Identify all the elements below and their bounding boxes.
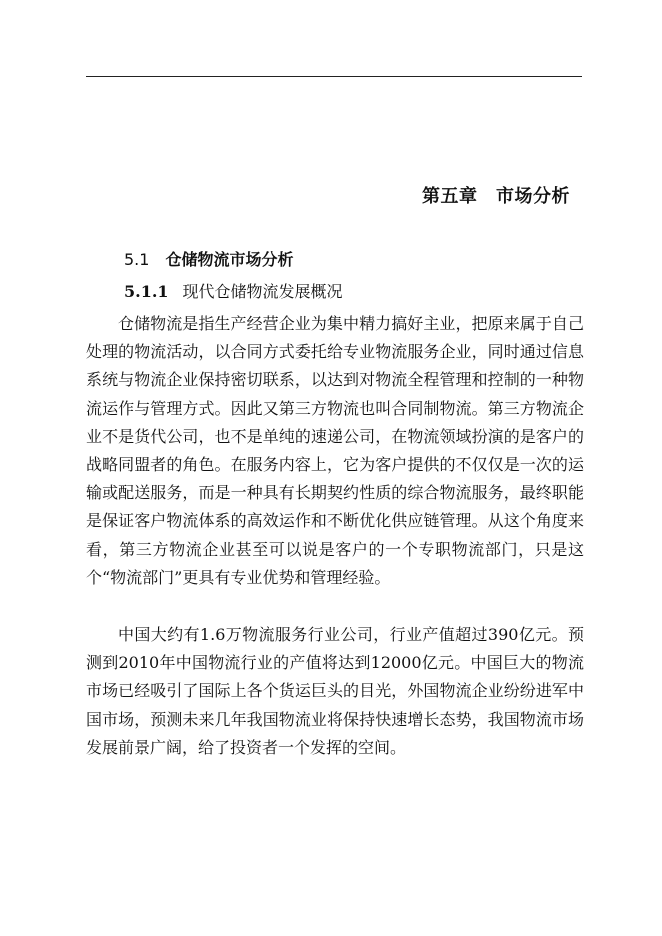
section-title: 仓储物流市场分析	[165, 250, 294, 269]
subsection-title: 现代仓储物流发展概况	[182, 282, 343, 301]
subsection-number: 5.1.1	[124, 282, 169, 301]
section-heading	[124, 248, 293, 272]
body-paragraph: 中国大约有1.6万物流服务行业公司，行业产值超过390亿元。预测到2010年中国物流行业的产值将达到12000亿元。中国巨大的物流市场已经吸引了国际上各个货运巨头的目光，外国物流企业纷纷进军中国市场，预测未来几年我国物流业将保持快速增长态势，我国物流市场发展前景广阔，给了投资者一个发挥的空间。	[86, 625, 584, 757]
section-number: 5.1	[124, 250, 150, 269]
body-paragraph: 仓储物流是指生产经营企业为集中精力搞好主业，把原来属于自己处理的物流活动，以合同方式委托给专业物流服务企业，同时通过信息系统与物流企业保持密切联系，以达到对物流全程管理和控制的一种物流运作与管理方式。因此又第三方物流也叫合同制物流。第三方物流企业不是货代公司，也不是单纯的速递公司，在物流领域扮演的是客户的战略同盟者的角色。在服务内容上，它为客户提供的不仅仅是一次的运输或配送服务，而是一种具有长期契约性质的综合物流服务，最终职能是保证客户物流体系的高效运作和不断优化供应链管理。从这个角度来看，第三方物流企业甚至可以说是客户的一个专职物流部门，只是这个“物流部门”更具有专业优势和管理经验。	[86, 314, 584, 587]
header-rule	[86, 76, 582, 77]
chapter-title: 第五章 市场分析	[422, 186, 570, 207]
subsection-heading	[124, 280, 343, 304]
